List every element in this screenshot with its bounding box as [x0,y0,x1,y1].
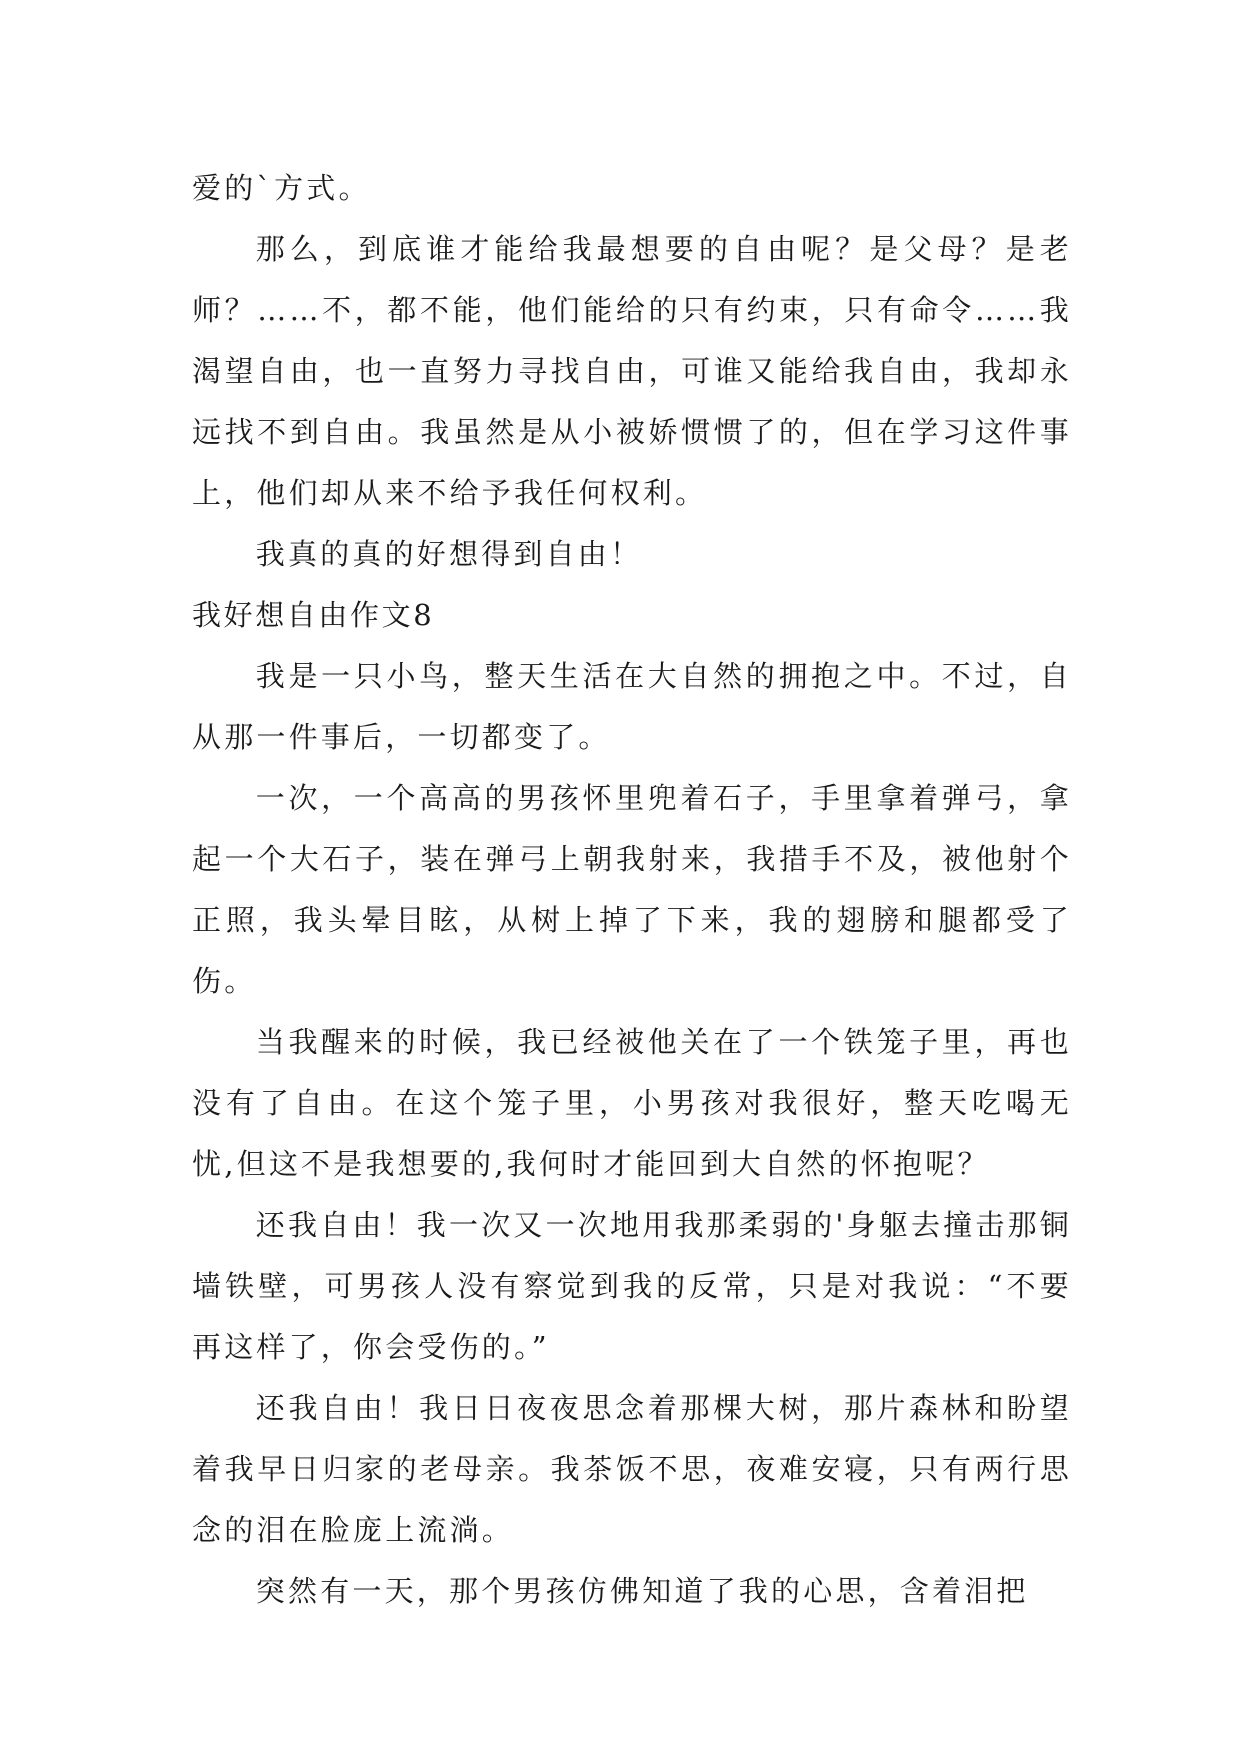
paragraph: 还我自由！我一次又一次地用我那柔弱的'身躯去撞击那铜墙铁壁，可男孩人没有察觉到我的反常，只是对我说：“不要再这样了，你会受伤的。” [192,1208,1072,1364]
paragraph: 突然有一天，那个男孩仿佛知道了我的心思，含着泪把 [255,1574,1029,1608]
paragraph: 还我自由！我日日夜夜思念着那棵大树，那片森林和盼望着我早日归家的老母亲。我茶饭不思，夜难安寝，只有两行思念的泪在脸庞上流淌。 [192,1391,1072,1547]
paragraph: 我真的真的好想得到自由！ [255,537,643,571]
paragraph: 我是一只小鸟，整天生活在大自然的拥抱之中。不过，自从那一件事后，一切都变了。 [192,659,1072,754]
paragraph: 当我醒来的时候，我已经被他关在了一个铁笼子里，再也没有了自由。在这个笼子里，小男孩对我很好，整天吃喝无忧,但这不是我想要的,我何时才能回到大自然的怀抱呢？ [192,1025,1072,1181]
paragraph: 一次，一个高高的男孩怀里兜着石子，手里拿着弹弓，拿起一个大石子，装在弹弓上朝我射来，我措手不及，被他射个正照，我头晕目眩，从树上掉了下来，我的翅膀和腿都受了伤。 [192,781,1072,998]
section-heading: 我好想自由作文8 [192,598,435,632]
paragraph: 那么，到底谁才能给我最想要的自由呢？是父母？是老师？……不，都不能，他们能给的只有约束，只有命令……我渴望自由，也一直努力寻找自由，可谁又能给我自由，我却永远找不到自由。我虽然是从小被娇惯惯了的，但在学习这件事上，他们却从来不给予我任何权利。 [192,232,1072,510]
document-body [192,158,1072,1622]
paragraph-continuation: 爱的`方式。 [192,171,371,205]
